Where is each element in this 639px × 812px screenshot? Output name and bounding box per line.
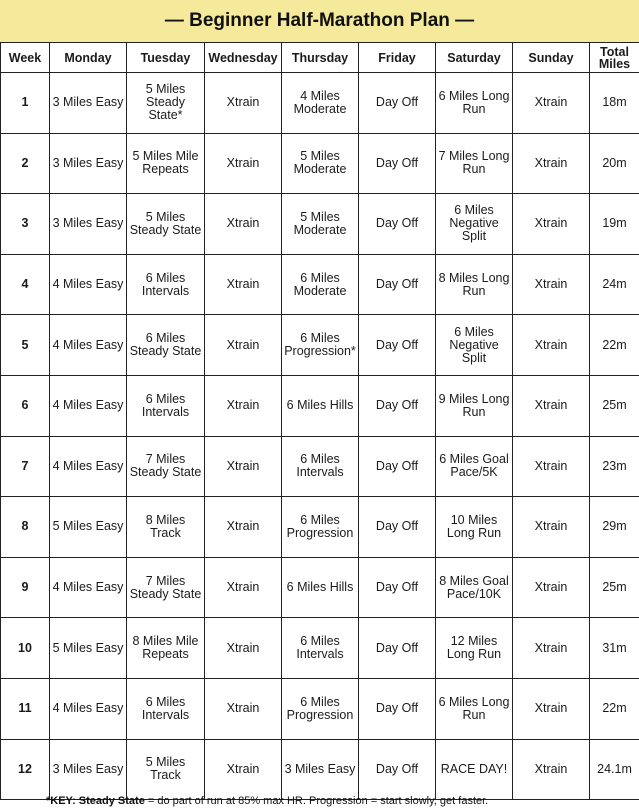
friday-cell: Day Off: [359, 315, 436, 376]
column-header-thursday: Thursday: [282, 43, 359, 73]
column-header-sunday: Sunday: [513, 43, 590, 73]
saturday-cell: 6 Miles Negative Split: [436, 194, 513, 255]
week-cell: 11: [1, 678, 50, 739]
monday-cell: 3 Miles Easy: [50, 73, 127, 134]
saturday-cell: RACE DAY!: [436, 739, 513, 800]
wednesday-cell: Xtrain: [205, 497, 282, 558]
table-row: [1, 739, 639, 800]
column-header-total-miles: Total Miles: [590, 43, 639, 73]
total-miles-cell: 24.1m: [590, 739, 639, 800]
thursday-cell: 6 Miles Hills: [282, 557, 359, 618]
week-cell: 12: [1, 739, 50, 800]
friday-cell: Day Off: [359, 254, 436, 315]
monday-cell: 4 Miles Easy: [50, 436, 127, 497]
friday-cell: Day Off: [359, 133, 436, 194]
wednesday-cell: Xtrain: [205, 133, 282, 194]
column-header-friday: Friday: [359, 43, 436, 73]
monday-cell: 4 Miles Easy: [50, 254, 127, 315]
total-miles-cell: 25m: [590, 375, 639, 436]
thursday-cell: 4 Miles Moderate: [282, 73, 359, 134]
sunday-cell: Xtrain: [513, 497, 590, 558]
saturday-cell: 6 Miles Negative Split: [436, 315, 513, 376]
thursday-cell: 3 Miles Easy: [282, 739, 359, 800]
friday-cell: Day Off: [359, 73, 436, 134]
total-miles-cell: 23m: [590, 436, 639, 497]
wednesday-cell: Xtrain: [205, 315, 282, 376]
wednesday-cell: Xtrain: [205, 739, 282, 800]
tuesday-cell: 6 Miles Intervals: [127, 254, 205, 315]
table-header-row: [1, 43, 639, 73]
tuesday-cell: 7 Miles Steady State: [127, 436, 205, 497]
tuesday-cell: 5 Miles Track: [127, 739, 205, 800]
thursday-cell: 6 Miles Moderate: [282, 254, 359, 315]
total-miles-cell: 19m: [590, 194, 639, 255]
table-row: [1, 133, 639, 194]
tuesday-cell: 8 Miles Track: [127, 497, 205, 558]
total-miles-cell: 18m: [590, 73, 639, 134]
total-miles-cell: 22m: [590, 315, 639, 376]
monday-cell: 5 Miles Easy: [50, 497, 127, 558]
sunday-cell: Xtrain: [513, 375, 590, 436]
thursday-cell: 6 Miles Hills: [282, 375, 359, 436]
friday-cell: Day Off: [359, 739, 436, 800]
week-cell: 8: [1, 497, 50, 558]
saturday-cell: 6 Miles Long Run: [436, 73, 513, 134]
saturday-cell: 6 Miles Goal Pace/5K: [436, 436, 513, 497]
footnote-key: [46, 795, 488, 807]
table-row: [1, 497, 639, 558]
table-row: [1, 678, 639, 739]
monday-cell: 5 Miles Easy: [50, 618, 127, 679]
wednesday-cell: Xtrain: [205, 557, 282, 618]
friday-cell: Day Off: [359, 618, 436, 679]
total-miles-cell: 29m: [590, 497, 639, 558]
week-cell: 3: [1, 194, 50, 255]
wednesday-cell: Xtrain: [205, 194, 282, 255]
wednesday-cell: Xtrain: [205, 678, 282, 739]
saturday-cell: 8 Miles Goal Pace/10K: [436, 557, 513, 618]
table-row: [1, 73, 639, 134]
total-miles-cell: 24m: [590, 254, 639, 315]
week-cell: 9: [1, 557, 50, 618]
tuesday-cell: 8 Miles Mile Repeats: [127, 618, 205, 679]
sunday-cell: Xtrain: [513, 739, 590, 800]
column-header-week: Week: [1, 43, 50, 73]
saturday-cell: 12 Miles Long Run: [436, 618, 513, 679]
table-row: [1, 375, 639, 436]
total-miles-cell: 22m: [590, 678, 639, 739]
table-row: [1, 194, 639, 255]
tuesday-cell: 5 Miles Steady State: [127, 194, 205, 255]
monday-cell: 4 Miles Easy: [50, 557, 127, 618]
monday-cell: 3 Miles Easy: [50, 133, 127, 194]
total-miles-cell: 20m: [590, 133, 639, 194]
thursday-cell: 6 Miles Progression: [282, 497, 359, 558]
thursday-cell: 6 Miles Progression*: [282, 315, 359, 376]
table-row: [1, 315, 639, 376]
week-cell: 5: [1, 315, 50, 376]
page-title: — Beginner Half-Marathon Plan —: [0, 0, 639, 42]
tuesday-cell: 5 Miles Mile Repeats: [127, 133, 205, 194]
saturday-cell: 9 Miles Long Run: [436, 375, 513, 436]
footnote-key-text: = do part of run at 85% max HR. Progression = start slowly, get faster.: [144, 795, 489, 807]
tuesday-cell: 6 Miles Intervals: [127, 375, 205, 436]
wednesday-cell: Xtrain: [205, 436, 282, 497]
sunday-cell: Xtrain: [513, 436, 590, 497]
column-header-tuesday: Tuesday: [127, 43, 205, 73]
table-row: [1, 618, 639, 679]
friday-cell: Day Off: [359, 436, 436, 497]
sunday-cell: Xtrain: [513, 315, 590, 376]
monday-cell: 3 Miles Easy: [50, 739, 127, 800]
tuesday-cell: 7 Miles Steady State: [127, 557, 205, 618]
week-cell: 4: [1, 254, 50, 315]
table-row: [1, 436, 639, 497]
monday-cell: 4 Miles Easy: [50, 315, 127, 376]
table-row: [1, 557, 639, 618]
sunday-cell: Xtrain: [513, 194, 590, 255]
saturday-cell: 6 Miles Long Run: [436, 678, 513, 739]
table-row: [1, 254, 639, 315]
saturday-cell: 10 Miles Long Run: [436, 497, 513, 558]
thursday-cell: 6 Miles Intervals: [282, 618, 359, 679]
week-cell: 2: [1, 133, 50, 194]
week-cell: 6: [1, 375, 50, 436]
column-header-wednesday: Wednesday: [205, 43, 282, 73]
monday-cell: 3 Miles Easy: [50, 194, 127, 255]
saturday-cell: 8 Miles Long Run: [436, 254, 513, 315]
total-miles-cell: 31m: [590, 618, 639, 679]
sunday-cell: Xtrain: [513, 73, 590, 134]
friday-cell: Day Off: [359, 194, 436, 255]
week-cell: 7: [1, 436, 50, 497]
week-cell: 1: [1, 73, 50, 134]
total-miles-cell: 25m: [590, 557, 639, 618]
training-plan-table: [0, 42, 639, 800]
sunday-cell: Xtrain: [513, 133, 590, 194]
tuesday-cell: 6 Miles Steady State: [127, 315, 205, 376]
tuesday-cell: 5 Miles Steady State*: [127, 73, 205, 134]
sunday-cell: Xtrain: [513, 557, 590, 618]
friday-cell: Day Off: [359, 557, 436, 618]
thursday-cell: 5 Miles Moderate: [282, 133, 359, 194]
thursday-cell: 6 Miles Intervals: [282, 436, 359, 497]
friday-cell: Day Off: [359, 497, 436, 558]
wednesday-cell: Xtrain: [205, 375, 282, 436]
thursday-cell: 5 Miles Moderate: [282, 194, 359, 255]
week-cell: 10: [1, 618, 50, 679]
sunday-cell: Xtrain: [513, 678, 590, 739]
column-header-monday: Monday: [50, 43, 127, 73]
sunday-cell: Xtrain: [513, 254, 590, 315]
friday-cell: Day Off: [359, 375, 436, 436]
wednesday-cell: Xtrain: [205, 254, 282, 315]
friday-cell: Day Off: [359, 678, 436, 739]
column-header-saturday: Saturday: [436, 43, 513, 73]
monday-cell: 4 Miles Easy: [50, 678, 127, 739]
saturday-cell: 7 Miles Long Run: [436, 133, 513, 194]
wednesday-cell: Xtrain: [205, 618, 282, 679]
monday-cell: 4 Miles Easy: [50, 375, 127, 436]
tuesday-cell: 6 Miles Intervals: [127, 678, 205, 739]
thursday-cell: 6 Miles Progression: [282, 678, 359, 739]
wednesday-cell: Xtrain: [205, 73, 282, 134]
sunday-cell: Xtrain: [513, 618, 590, 679]
footnote-key-label: *KEY: Steady State: [46, 795, 145, 807]
